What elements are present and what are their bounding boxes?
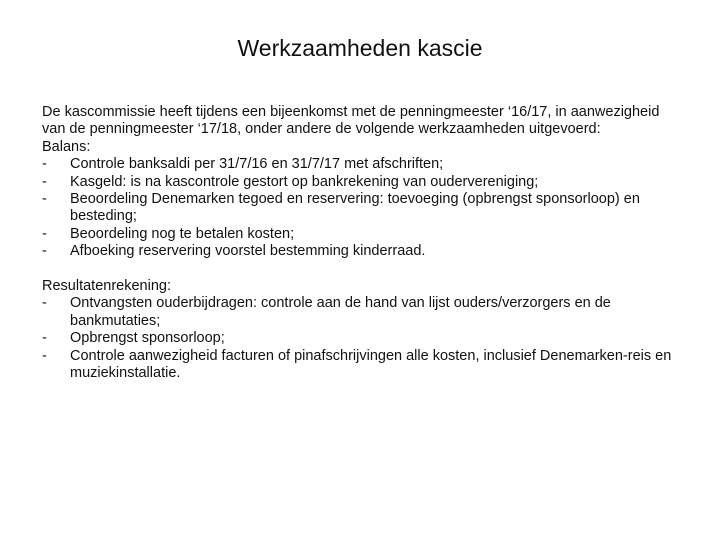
bullet-dash: - (42, 225, 47, 242)
section-heading-resultatenrekening: Resultatenrekening: (42, 278, 171, 295)
bullet-dash: - (42, 347, 47, 364)
section-heading-balans: Balans: (42, 138, 91, 155)
slide-body (42, 104, 678, 382)
list-item-text: Opbrengst sponsorloop; (70, 330, 225, 347)
list-item (42, 156, 678, 173)
list-item-text: Kasgeld: is na kascontrole gestort op bankrekening van oudervereniging; (70, 173, 539, 190)
list-item-text: Controle aanwezigheid facturen of pinafschrijvingen alle kosten, inclusief Denemarken-reis en muziekinstallatie. (70, 347, 672, 382)
resultatenrekening-list (42, 295, 678, 382)
list-item-text: Afboeking reservering voorstel bestemming kinderraad. (70, 243, 426, 260)
bullet-dash: - (42, 330, 47, 347)
list-item (42, 226, 678, 243)
bullet-dash: - (42, 243, 47, 260)
bullet-dash: - (42, 156, 47, 173)
bullet-dash: - (42, 295, 47, 312)
slide-title: Werkzaamheden kascie (237, 35, 483, 61)
section-resultatenrekening (42, 278, 678, 382)
bullet-dash: - (42, 191, 47, 208)
section-balans (42, 139, 678, 261)
list-item (42, 243, 678, 260)
list-item-text: Beoordeling nog te betalen kosten; (70, 225, 295, 242)
section-spacer (42, 261, 678, 278)
balans-list (42, 156, 678, 260)
list-item (42, 348, 678, 383)
list-item (42, 191, 678, 226)
bullet-dash: - (42, 173, 47, 190)
list-item (42, 330, 678, 347)
list-item-text: Controle banksaldi per 31/7/16 en 31/7/17 met afschriften; (70, 156, 444, 173)
list-item-text: Ontvangsten ouderbijdragen: controle aan de hand van lijst ouders/verzorgers en de bankmutaties; (70, 295, 611, 329)
list-item (42, 295, 678, 330)
list-item-text: Beoordeling Denemarken tegoed en reservering: toevoeging (opbrengst sponsorloop) en besteding; (70, 191, 640, 225)
intro-paragraph: De kascommissie heeft tijdens een bijeenkomst met de penningmeester ‘16/17, in aanwezigheid van de penningmeester ‘17/18, onder andere de volgende werkzaamheden uitgevoerd: (42, 104, 660, 138)
list-item (42, 174, 678, 191)
